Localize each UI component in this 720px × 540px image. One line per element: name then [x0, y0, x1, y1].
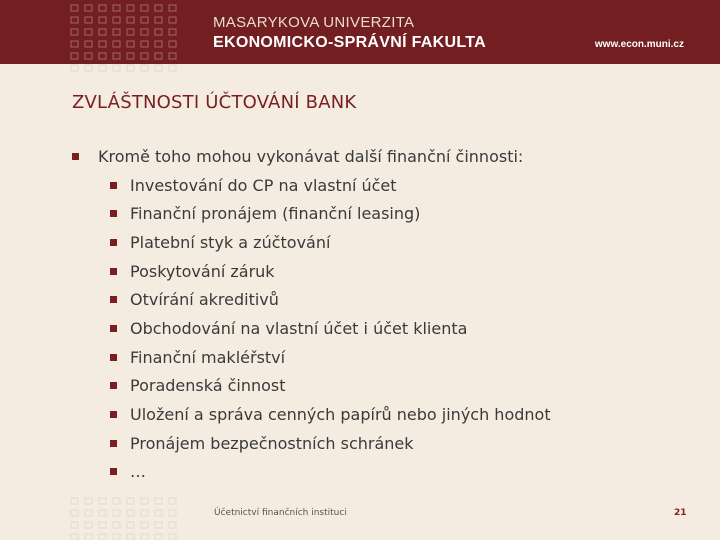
square-bullet-icon — [110, 325, 117, 332]
square-bullet-icon — [110, 239, 117, 246]
sub-list-item — [72, 400, 712, 429]
sub-list-item — [72, 228, 712, 257]
list-item-intro — [72, 142, 712, 171]
square-bullet-icon — [72, 153, 79, 160]
footer-course-name: Účetnictví finančních instituci — [214, 508, 347, 518]
sub-list-item-text: Finanční pronájem (finanční leasing) — [130, 204, 421, 224]
sub-list-item — [72, 343, 712, 372]
university-name: MASARYKOVA UNIVERZITA — [213, 14, 415, 31]
sub-list-item — [72, 285, 712, 314]
sub-list-item — [72, 171, 712, 200]
sub-list-item — [72, 257, 712, 286]
list-item-text: Kromě toho mohou vykonávat další finanční činnosti: — [98, 146, 524, 166]
sub-list-item-text: Pronájem bezpečnostních schránek — [130, 433, 414, 453]
sub-list-item — [72, 372, 712, 401]
logo-pattern — [70, 4, 186, 74]
sub-list-item-text: Investování do CP na vlastní účet — [130, 175, 397, 195]
sub-list-item — [72, 199, 712, 228]
sub-list-item — [72, 429, 712, 458]
faculty-name: EKONOMICKO-SPRÁVNÍ FAKULTA — [213, 34, 486, 51]
organization-name — [213, 14, 486, 54]
sub-list-item — [72, 314, 712, 343]
sub-list-item-text: Poradenská činnost — [130, 376, 286, 396]
sub-list-item-text: Obchodování na vlastní účet i účet klienta — [130, 318, 468, 338]
sub-list-item-text: Finanční makléřství — [130, 347, 286, 367]
page-number: 21 — [674, 508, 687, 518]
bullet-list — [72, 142, 712, 486]
square-bullet-icon — [110, 440, 117, 447]
sub-list-item-text: Poskytování záruk — [130, 261, 275, 281]
sub-list-item — [72, 458, 712, 487]
footer-pattern — [70, 497, 186, 540]
square-bullet-icon — [110, 210, 117, 217]
sub-list-item-text: Otvírání akreditivů — [130, 290, 279, 310]
square-bullet-icon — [110, 411, 117, 418]
sub-list-item-text: … — [130, 462, 146, 482]
square-bullet-icon — [110, 296, 117, 303]
square-bullet-icon — [110, 268, 117, 275]
square-bullet-icon — [110, 182, 117, 189]
sub-list-item-text: Uložení a správa cenných papírů nebo jiných hodnot — [130, 405, 551, 425]
square-bullet-icon — [110, 468, 117, 475]
square-bullet-icon — [110, 354, 117, 361]
sub-list-item-text: Platební styk a zúčtování — [130, 232, 331, 252]
website-url[interactable]: www.econ.muni.cz — [594, 39, 684, 50]
square-bullet-icon — [110, 382, 117, 389]
slide-title: ZVLÁŠTNOSTI ÚČTOVÁNÍ BANK — [72, 92, 357, 113]
